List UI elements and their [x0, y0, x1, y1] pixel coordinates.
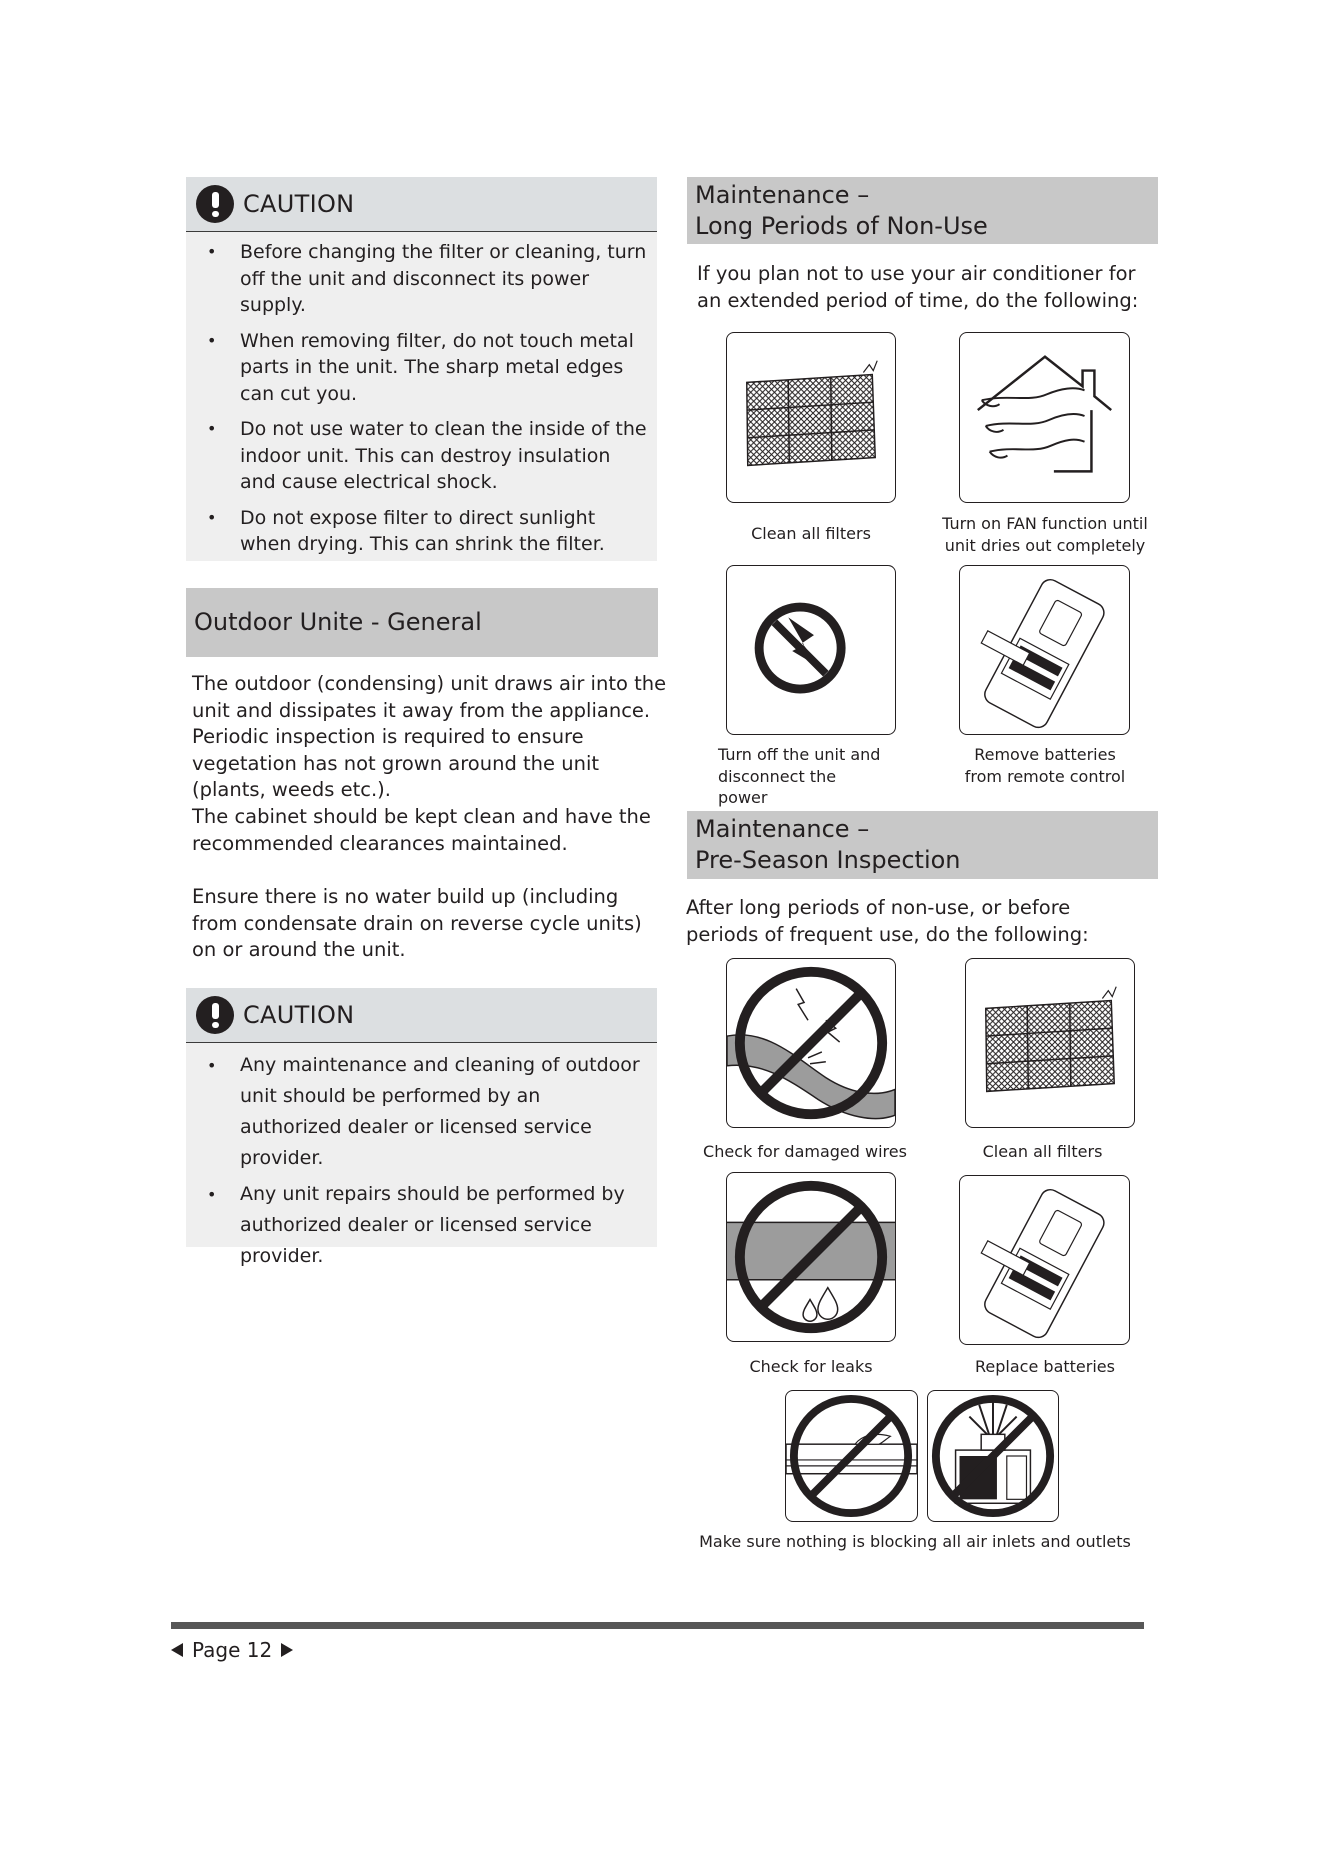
- damaged-wire-icon: [727, 959, 895, 1127]
- caption-clean-filters-pre: Clean all filters: [982, 1142, 1103, 1161]
- pre-season-intro: After long periods of non-use, or before periods of frequent use, do the following:: [686, 896, 1089, 946]
- caption-batteries-line2: from remote control: [964, 766, 1126, 786]
- wires-figure: [726, 958, 896, 1128]
- caption-blocking: Make sure nothing is blocking all air inlets and outlets: [699, 1532, 1131, 1551]
- filter-figure-pre: [965, 958, 1135, 1128]
- remote-figure: [959, 565, 1130, 735]
- caption-replace-batteries: Replace batteries: [975, 1357, 1115, 1376]
- caution-box-filter: [186, 177, 657, 561]
- caption-leaks: Check for leaks: [749, 1357, 873, 1376]
- blocked-indoor-icon: [786, 1391, 917, 1521]
- blocked-outdoor-icon: [928, 1391, 1058, 1521]
- pre-season-section-heading: [687, 811, 1158, 879]
- outdoor-section-heading: [186, 588, 658, 657]
- pre-season-heading-line2: Pre-Season Inspection: [695, 846, 961, 874]
- outdoor-paragraph-1: The outdoor (condensing) unit draws air into the unit and dissipates it away from the appliance. Periodic inspection is required to ensure vegetation has not grown around the unit (plants, weeds etc.).: [192, 672, 667, 801]
- replace-batteries-figure: [959, 1175, 1130, 1345]
- filter-figure: [726, 332, 896, 503]
- caption-batteries: [945, 744, 1145, 787]
- caution-title: CAUTION: [243, 1001, 355, 1029]
- leaks-figure: [726, 1172, 896, 1342]
- filter-icon: [727, 333, 895, 502]
- caption-fan-line1: Turn on FAN function until: [942, 514, 1148, 533]
- non-use-heading-line1: Maintenance –: [695, 180, 870, 209]
- caution-item: • Before changing the filter or cleaning, turn off the unit and disconnect its power supply.: [240, 239, 647, 319]
- page-number: Page 12: [192, 1638, 273, 1662]
- caption-power-line2: disconnect the power: [718, 766, 837, 807]
- non-use-heading-line2: Long Periods of Non-Use: [695, 211, 988, 240]
- caption-fan-line2: unit dries out completely: [944, 535, 1146, 555]
- caution-list: [186, 232, 657, 575]
- non-use-section-heading: [687, 177, 1158, 244]
- caption-power-line1: Turn off the unit and: [718, 745, 881, 764]
- no-electricity-icon: [727, 566, 895, 734]
- caption-batteries-line1: Remove batteries: [974, 745, 1116, 764]
- caution-box-outdoor: [186, 988, 657, 1267]
- caption-power: [718, 744, 888, 809]
- filter-icon: [966, 959, 1134, 1127]
- caption-clean-filters: Clean all filters: [751, 524, 871, 543]
- caution-item: • When removing filter, do not touch metal parts in the unit. The sharp metal edges can cut you.: [240, 328, 647, 408]
- fan-figure: [959, 332, 1130, 503]
- warning-icon: [196, 185, 234, 223]
- footer-divider: [171, 1622, 1144, 1629]
- warning-icon: [196, 996, 234, 1034]
- caution-item: • Any unit repairs should be performed by authorized dealer or licensed service provider.: [240, 1179, 647, 1272]
- power-off-figure: [726, 565, 896, 735]
- caution-title: CAUTION: [243, 190, 355, 218]
- outdoor-paragraph-3: Ensure there is no water build up (including from condensate drain on reverse cycle units) on or around the unit.: [192, 885, 642, 961]
- caption-wires: Check for damaged wires: [703, 1142, 907, 1161]
- blocked-indoor-figure: [785, 1390, 918, 1522]
- caution-list: [186, 1043, 657, 1285]
- caution-item: • Do not expose filter to direct sunlight when drying. This can shrink the filter.: [240, 505, 647, 558]
- previous-page-icon[interactable]: [171, 1643, 183, 1657]
- caution-header: [186, 177, 657, 232]
- caution-item: • Do not use water to clean the inside of the indoor unit. This can destroy insulation and cause electrical shock.: [240, 416, 647, 496]
- outdoor-heading-text: Outdoor Unite - General: [194, 608, 482, 636]
- outdoor-paragraph-2: The cabinet should be kept clean and have the recommended clearances maintained.: [192, 805, 651, 855]
- remote-battery-icon: [960, 1176, 1129, 1344]
- next-page-icon[interactable]: [281, 1643, 293, 1657]
- remote-battery-icon: [960, 566, 1129, 734]
- blocked-outdoor-figure: [927, 1390, 1059, 1522]
- house-fan-icon: [960, 333, 1129, 502]
- page-navigation: [171, 1638, 293, 1662]
- caution-header: [186, 988, 657, 1043]
- caution-item: • Any maintenance and cleaning of outdoor unit should be performed by an authorized dealer or licensed service provider.: [240, 1050, 647, 1174]
- caption-fan: [935, 513, 1155, 556]
- water-leak-icon: [727, 1173, 895, 1341]
- pre-season-heading-line1: Maintenance –: [695, 815, 870, 843]
- non-use-intro: If you plan not to use your air conditioner for an extended period of time, do the following:: [697, 262, 1139, 312]
